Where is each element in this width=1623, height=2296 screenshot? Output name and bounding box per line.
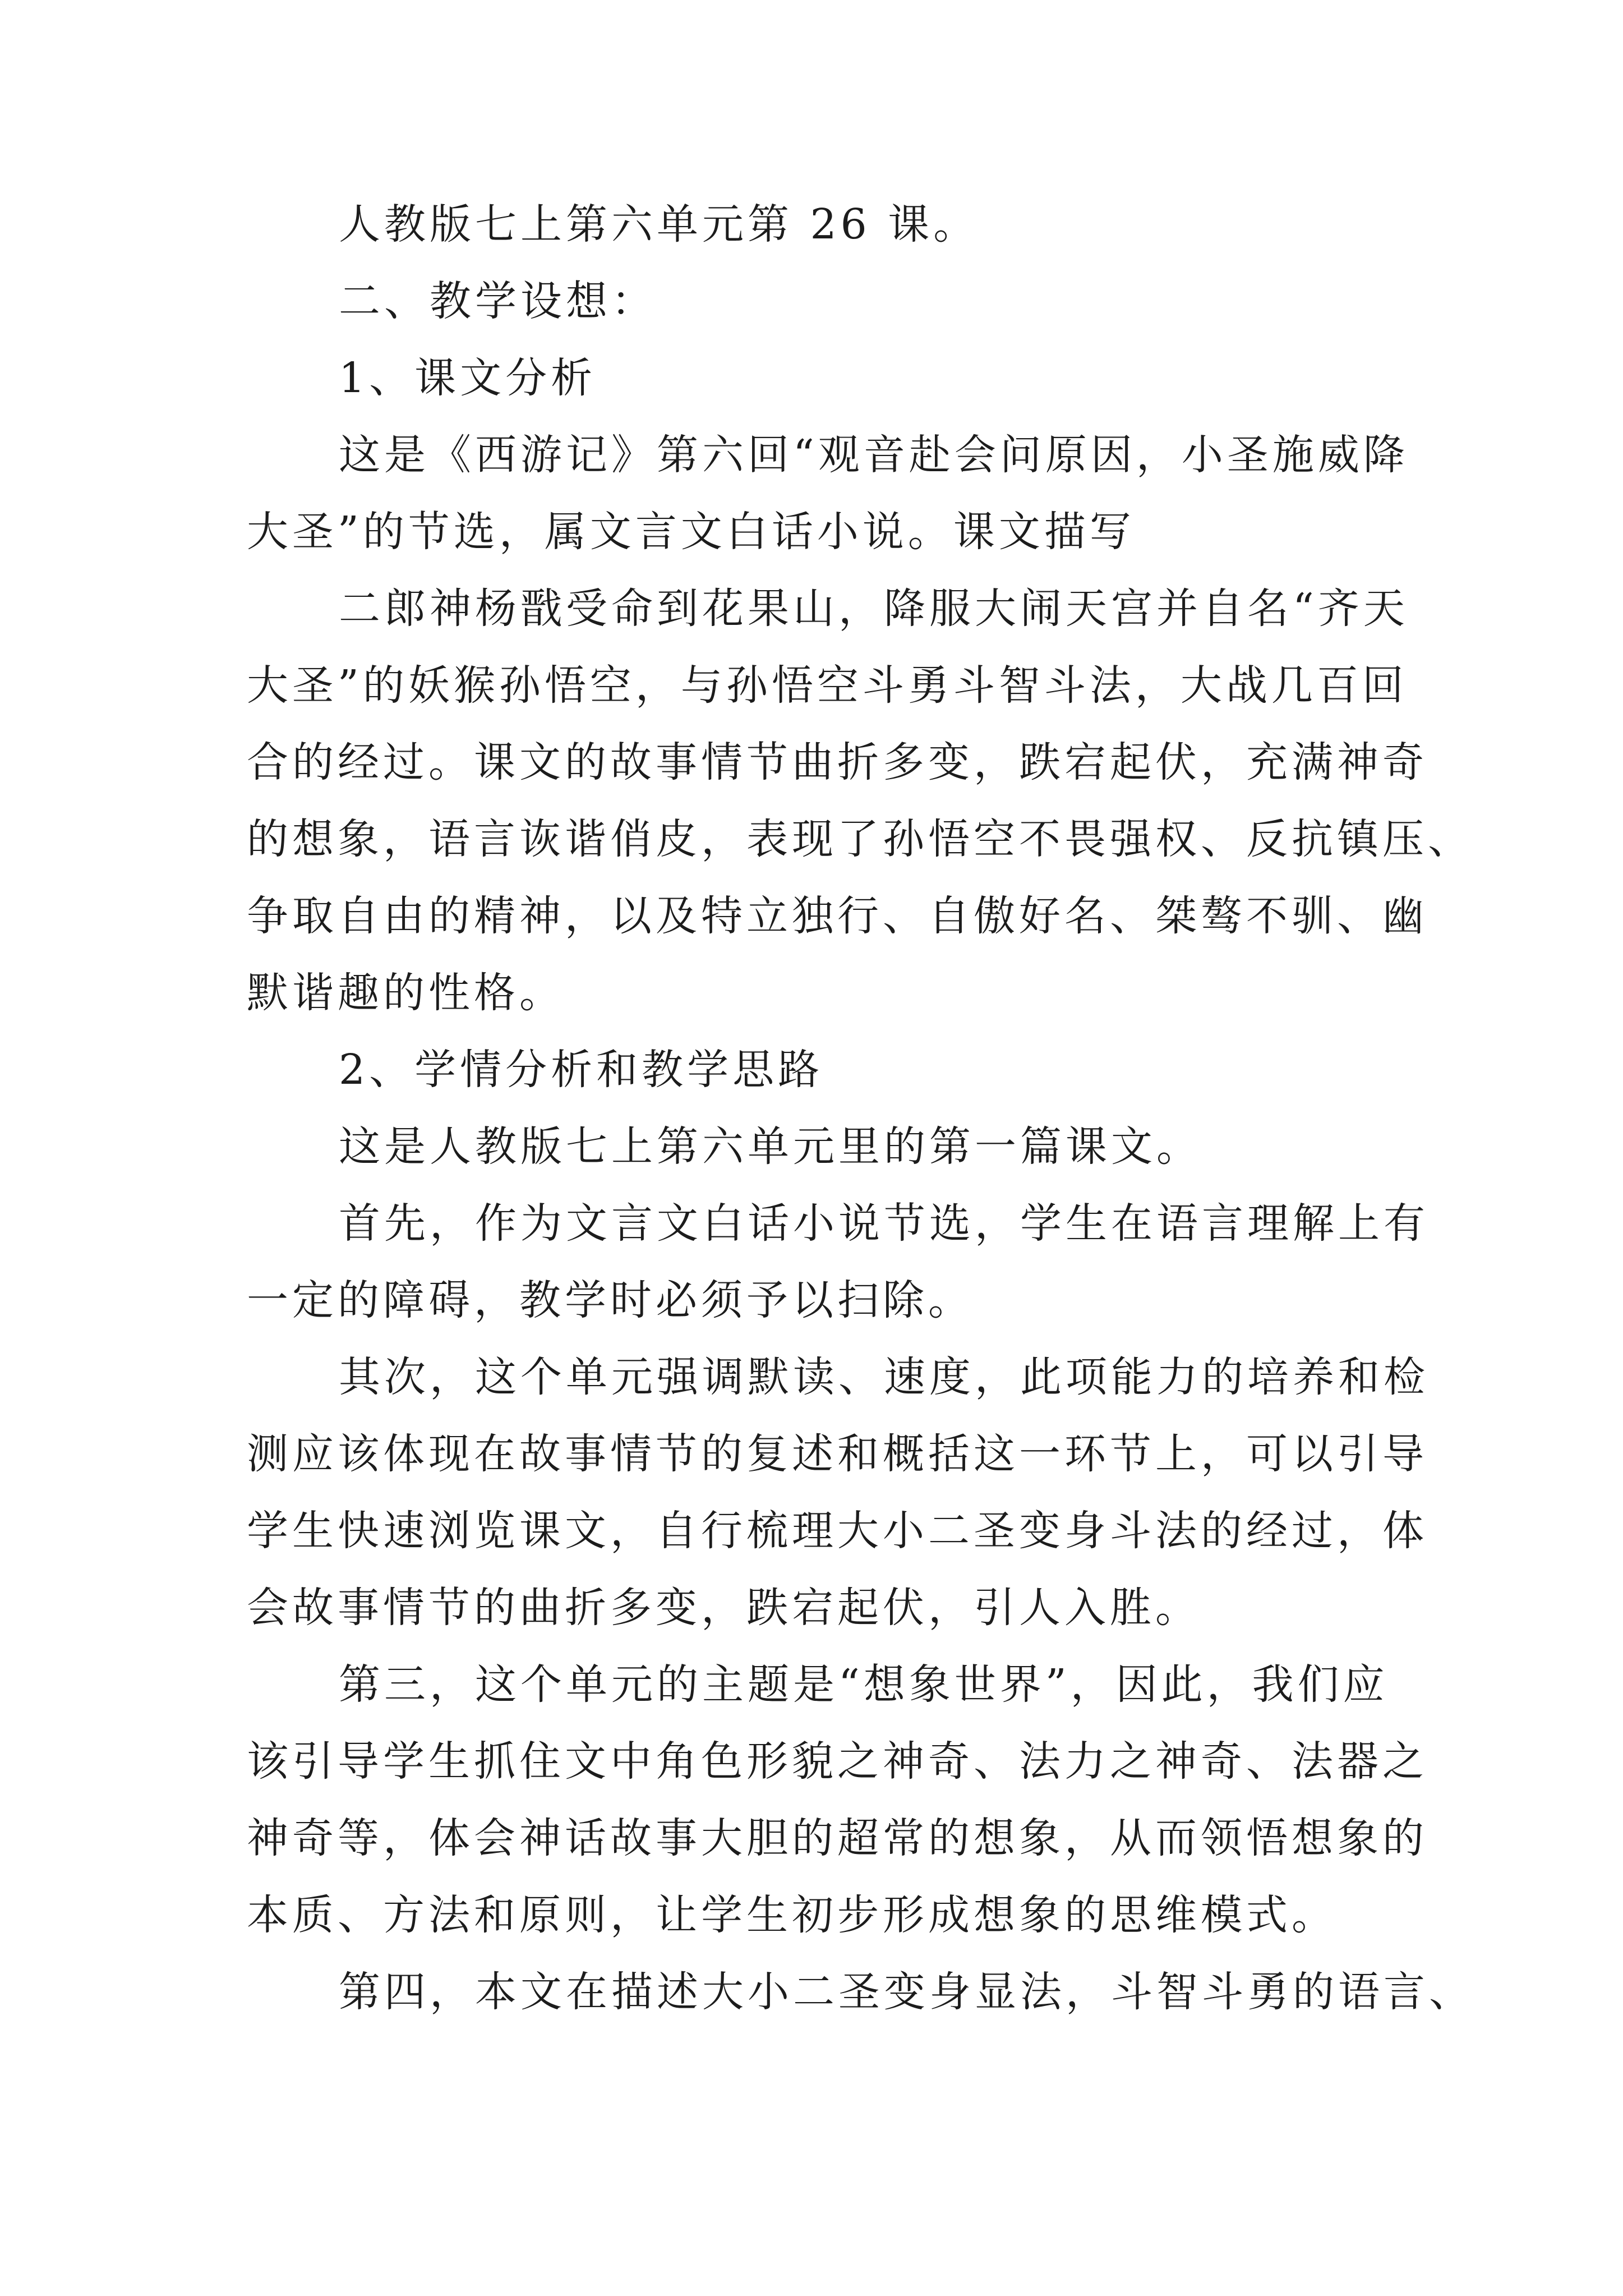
- text-line: 神奇等，体会神话故事大胆的超常的想象，从而领悟想象的: [247, 1814, 1428, 1862]
- section-heading: 二、教学设想：: [339, 277, 657, 325]
- subsection-heading: 1、课文分析: [339, 354, 597, 402]
- text-line: 这是《西游记》第六回“观音赴会问原因，小圣施威降: [339, 431, 1409, 479]
- text-line: 首先，作为文言文白话小说节选，学生在语言理解上有: [339, 1199, 1429, 1248]
- text-line: 二郎神杨戬受命到花果山，降服大闹天宫并自名“齐天: [339, 585, 1409, 633]
- text-line: 大圣”的妖猴孙悟空，与孙悟空斗勇斗智斗法，大战几百回: [247, 661, 1408, 710]
- text-line: 一定的障碍，教学时必须予以扫除。: [247, 1276, 974, 1324]
- text-line: 该引导学生抓住文中角色形貌之神奇、法力之神奇、法器之: [247, 1737, 1428, 1786]
- text-line: 会故事情节的曲折多变，跌宕起伏，引人入胜。: [247, 1584, 1201, 1632]
- text-line: 争取自由的精神，以及特立独行、自傲好名、桀骜不驯、幽: [247, 892, 1428, 940]
- text-line: 第四，本文在描述大小二圣变身显法，斗智斗勇的语言、: [339, 1968, 1474, 2016]
- text-line: 学生快速浏览课文，自行梳理大小二圣变身斗法的经过，体: [247, 1507, 1428, 1555]
- text-line: 第三，这个单元的主题是“想象世界”，因此，我们应: [339, 1660, 1389, 1709]
- text-line: 其次，这个单元强调默读、速度，此项能力的培养和检: [339, 1353, 1429, 1401]
- text-line: 大圣”的节选，属文言文白话小说。课文描写: [247, 508, 1135, 556]
- text-line: 默谐趣的性格。: [247, 969, 565, 1017]
- text-line: 这是人教版七上第六单元里的第一篇课文。: [339, 1122, 1202, 1171]
- text-line: 本质、方法和原则，让学生初步形成想象的思维模式。: [247, 1891, 1337, 1939]
- text-line: 人教版七上第六单元第 26 课。: [339, 200, 979, 249]
- text-line: 的想象，语言诙谐俏皮，表现了孙悟空不畏强权、反抗镇压、: [247, 815, 1473, 863]
- text-line: 测应该体现在故事情节的复述和概括这一环节上，可以引导: [247, 1430, 1428, 1478]
- subsection-heading: 2、学情分析和教学思路: [339, 1046, 824, 1094]
- text-line: 合的经过。课文的故事情节曲折多变，跌宕起伏，充满神奇: [247, 738, 1428, 786]
